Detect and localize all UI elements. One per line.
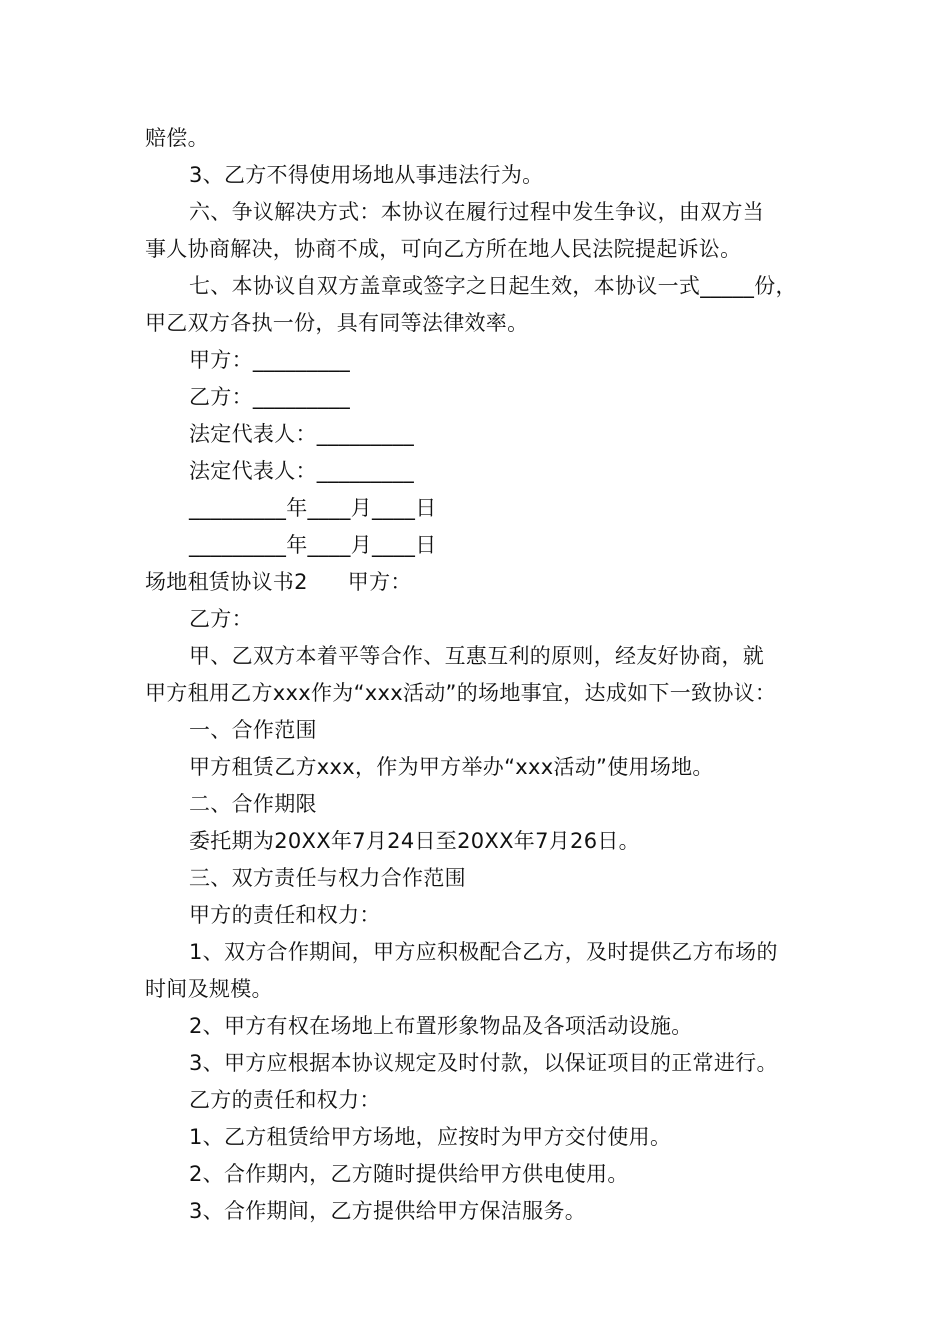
text-line: 七、本协议自双方盖章或签字之日起生效，本协议一式_____份， [189, 274, 797, 298]
section-title-line [145, 564, 810, 601]
party-a-label: 甲方： [347, 570, 412, 594]
text-line: 赔偿。 [145, 126, 209, 150]
text-line: 甲方租赁乙方xxx，作为甲方举办“xxx活动”使用场地。 [189, 755, 714, 779]
signature-line-party-a: 甲方：_________ [189, 348, 351, 372]
signature-line-legal-rep: 法定代表人：_________ [189, 422, 414, 446]
text-line: 2、合作期内，乙方随时提供给甲方供电使用。 [189, 1162, 629, 1186]
text-line: 时间及规模。 [145, 977, 273, 1001]
text-line: 事人协商解决，协商不成，可向乙方所在地人民法院提起诉讼。 [145, 237, 742, 261]
text-line: 3、乙方不得使用场地从事违法行为。 [189, 163, 544, 187]
text-line: 六、争议解决方式：本协议在履行过程中发生争议，由双方当 [189, 200, 765, 224]
text-line: 1、双方合作期间，甲方应积极配合乙方，及时提供乙方布场的 [189, 940, 778, 964]
clause-heading: 一、合作范围 [189, 718, 317, 742]
signature-line-party-b: 乙方：_________ [189, 385, 351, 409]
text-line: 甲、乙双方本着平等合作、互惠互利的原则，经友好协商，就 [189, 644, 765, 668]
date-line: _________年____月____日 [189, 533, 437, 557]
text-line: 乙方： [189, 607, 253, 631]
date-line: _________年____月____日 [189, 496, 437, 520]
text-line: 乙方的责任和权力： [189, 1088, 381, 1112]
clause-heading: 三、双方责任与权力合作范围 [189, 866, 466, 890]
text-line: 甲方租用乙方xxx作为“xxx活动”的场地事宜，达成如下一致协议： [145, 681, 777, 705]
document-body [145, 120, 810, 1230]
signature-line-legal-rep: 法定代表人：_________ [189, 459, 414, 483]
section-title: 场地租赁协议书2 [145, 570, 308, 594]
text-line: 甲方的责任和权力： [189, 903, 381, 927]
text-line: 1、乙方租赁给甲方场地，应按时为甲方交付使用。 [189, 1125, 672, 1149]
text-line: 2、甲方有权在场地上布置形象物品及各项活动设施。 [189, 1014, 693, 1038]
text-line: 3、甲方应根据本协议规定及时付款，以保证项目的正常进行。 [189, 1051, 778, 1075]
text-line: 甲乙双方各执一份，具有同等法律效率。 [145, 311, 529, 335]
text-line: 3、合作期间，乙方提供给甲方保洁服务。 [189, 1199, 587, 1223]
text-line: 委托期为20XX年7月24日至20XX年7月26日。 [189, 829, 640, 853]
clause-heading: 二、合作期限 [189, 792, 317, 816]
